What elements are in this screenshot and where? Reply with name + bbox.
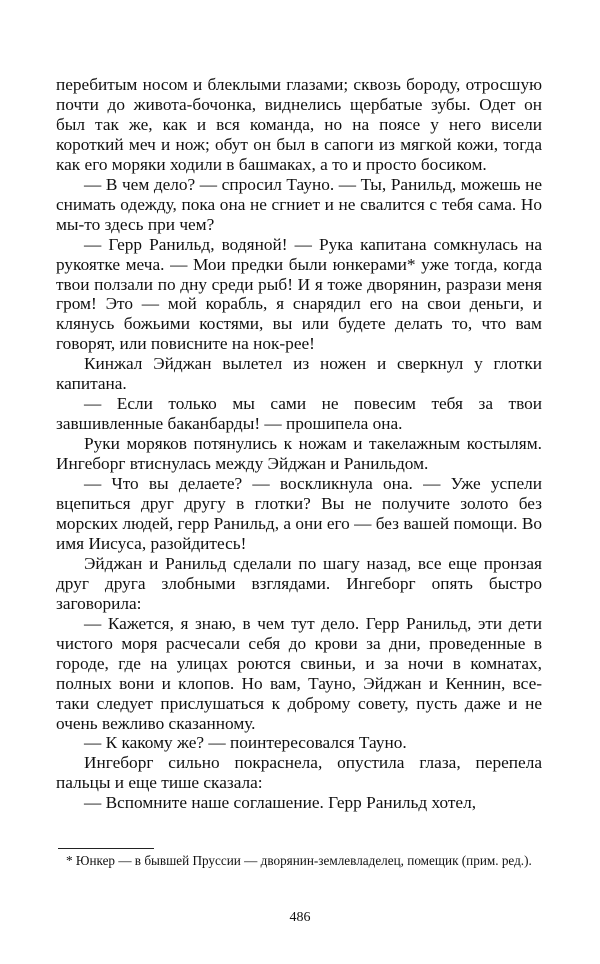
paragraph: Эйджан и Ранильд сделали по шагу назад, все еще пронзая друг друга злобными взглядами. Ингеборг опять быстро заговорила: — [56, 553, 542, 613]
paragraph: перебитым носом и блеклыми глазами; сквозь бороду, отросшую почти до живота-бочонка, виднелись щербатые зубы. Одет он был так же, как и вся команда, но на поясе у него висели короткий меч и нож; обут он был в сапоги из мягкой кожи, тогда как его моряки ходили в башмаках, а то и просто босиком. — [56, 75, 542, 174]
paragraph: Ингеборг сильно покраснела, опустила глаза, перепела пальцы и еще тише сказала: — [56, 753, 542, 793]
paragraph: — В чем дело? — спросил Тауно. — Ты, Ранильд, можешь не снимать одежду, пока она не сгниет и не свалится с тебя сама. Но мы-то здесь при чем? — [56, 174, 542, 234]
paragraph: — Что вы делаете? — воскликнула она. — Уже успели вцепиться друг другу в глотки? Вы не получите золото без морских людей, герр Ранильд, а они его — без вашей помощи. Во имя Иисуса, разойдитесь! — [56, 474, 542, 553]
page-body — [56, 75, 542, 813]
paragraph: — Вспомните наше соглашение. Герр Ранильд хотел, — [84, 793, 477, 813]
paragraph: — Герр Ранильд, водяной! — Рука капитана сомкнулась на рукоятке меча. — Мои предки были юнкерами* уже тогда, когда твои ползали по дну среди рыб! И я тоже дворянин, разрази меня гром! Это — мой корабль, я снарядил его на свои деньги, и клянусь божьими костями, вы или будете делать то, что вам говорят, или повисните на нок-рее! — [56, 234, 542, 354]
paragraph: Руки моряков потянулись к ножам и такелажным костылям. Ингеборг втиснулась между Эйджан и Ранильдом. — [56, 434, 542, 474]
page-number: 486 — [289, 910, 311, 925]
paragraph: — К какому же? — поинтересовался Тауно. — [84, 733, 407, 753]
paragraph: — Если только мы сами не повесим тебя за твои завшивленные баканбарды! — прошипела она. — [56, 394, 542, 434]
footnote: * Юнкер — в бывшей Пруссии — дворянин-землевладелец, помещик (прим. ред.). — [66, 853, 532, 868]
paragraph: Кинжал Эйджан вылетел из ножен и сверкнул у глотки капитана. — [56, 354, 542, 394]
paragraph: — Кажется, я знаю, в чем тут дело. Герр Ранильд, эти дети чистого моря расчесали себя до крови за дни, проведенные в городе, где на улицах роются свиньи, и за ночи в комнатах, полных вони и клопов. Но вам, Тауно, Эйджан и Кеннин, все-таки следует прислушаться к доброму совету, пусть даже и не очень вежливо сказанному. — [56, 613, 542, 733]
footnote-divider — [58, 848, 154, 849]
